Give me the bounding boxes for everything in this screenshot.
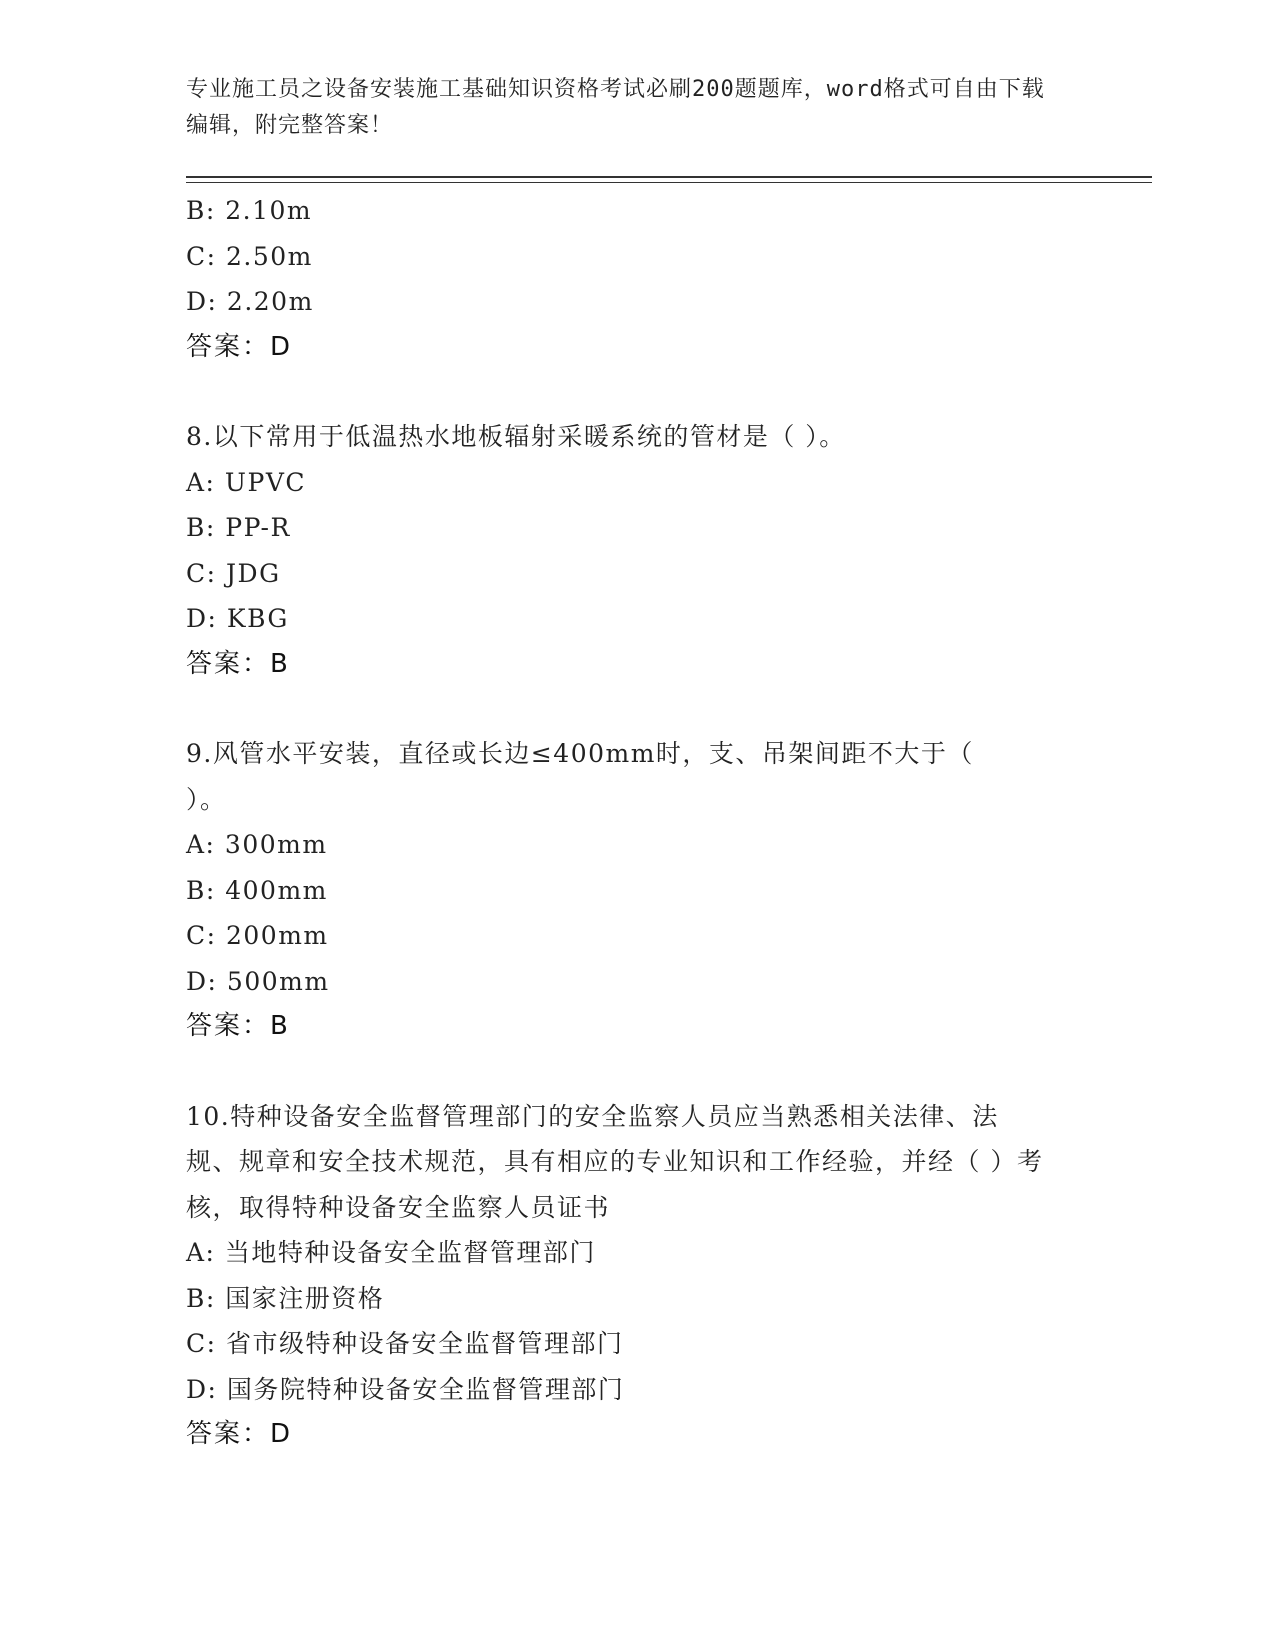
option-c: C: JDG [186,558,281,588]
option-b: B: 400mm [186,875,328,905]
option-d: D: 2.20m [186,287,314,316]
answer: 答案：B [186,648,290,679]
option-b: B: PP-R [186,513,291,542]
question-list [186,188,1086,1458]
option-c: C: 省市级特种设备安全监督管理部门 [186,1329,624,1358]
option-a: A: UPVC [186,467,306,497]
header-title: 专业施工员之设备安装施工基础知识资格考试必刷200题题库，word格式可自由下载编辑，附完整答案！ [186,77,1045,138]
header-divider [186,176,1152,183]
spacer [186,370,1086,414]
page-header [186,72,1066,144]
option-d: D: 500mm [186,966,330,996]
option-b: B: 2.10m [186,196,313,225]
spacer [186,1050,1086,1094]
question-text: 10.特种设备安全监督管理部门的安全监察人员应当熟悉相关法律、法规、规章和安全技术规范，具有相应的专业知识和工作经验，并经（ ）考核，取得特种设备安全监察人员证书 [186,1101,1044,1222]
answer: 答案：D [186,1419,293,1449]
option-d: D: KBG [186,604,289,633]
option-b: B: 国家注册资格 [186,1283,385,1313]
question-continued [186,188,1086,370]
question-9 [186,731,1086,1050]
answer: 答案：D [186,331,293,362]
spacer [186,687,1086,731]
option-a: A: 当地特种设备安全监督管理部门 [186,1238,596,1267]
option-c: C: 200mm [186,921,329,950]
question-text: 9.风管水平安装，直径或长边≤400mm时，支、吊架间距不大于（ ）。 [186,739,974,814]
question-10 [186,1094,1086,1458]
option-c: C: 2.50m [186,241,313,271]
option-d: D: 国务院特种设备安全监督管理部门 [186,1374,625,1404]
question-text: 8.以下常用于低温热水地板辐射采暖系统的管材是（ ）。 [186,422,846,451]
question-8 [186,414,1086,687]
option-a: A: 300mm [186,830,328,859]
answer: 答案：B [186,1011,290,1041]
